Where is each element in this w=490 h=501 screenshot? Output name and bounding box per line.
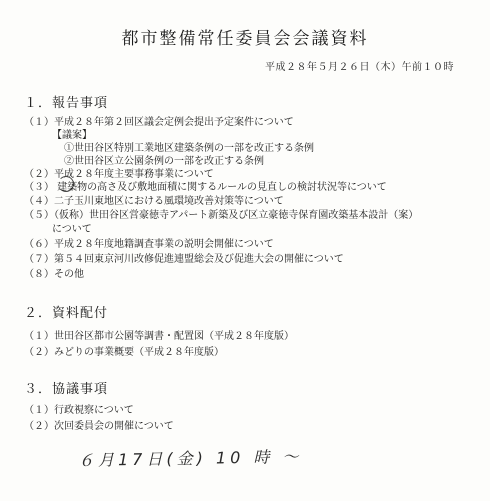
discussion-item-2: （２）次回委員会の開催について <box>24 421 174 432</box>
report-item-2: （２）平成２８年度主要事務事業について <box>24 169 214 180</box>
bill-item-1: ①世田谷区特別工業地区建築条例の一部を改正する条例 <box>64 143 314 154</box>
discussion-item-1: （１）行政視察について <box>24 405 134 416</box>
section-heading-discussion: ３．協議事項 <box>24 382 109 397</box>
report-item-5-continued: について <box>52 224 92 235</box>
meeting-date: 平成２８年５月２６日（木）午前１０時 <box>265 62 454 73</box>
material-item-1: （１）世田谷区都市公園等調書・配置図（平成２８年度版） <box>24 331 294 342</box>
report-item-5: （５）（仮称）世田谷区営豪徳寺アパート新築及び区立豪徳寺保育園改築基本設計（案） <box>24 210 419 221</box>
handwritten-note: ６月17日(金) 10 時 ～ <box>77 447 303 470</box>
report-item-4: （４）二子玉川東地区における風環境改善対策等について <box>24 196 284 207</box>
report-item-6: （６）平成２８年度地籍調査事業の説明会開催について <box>24 239 274 250</box>
material-item-2: （２）みどりの事業概要（平成２８年度版） <box>24 347 224 358</box>
section-heading-materials: ２．資料配付 <box>24 306 109 321</box>
report-item-1: （１）平成２８年第２回区議会定例会提出予定案件について <box>24 117 294 128</box>
report-item-8: （８）その他 <box>24 269 84 280</box>
document-title: 都市整備常任委員会会議資料 <box>121 29 369 49</box>
report-item-7: （７）第５４回東京河川改修促進連盟総会及び促進大会の開催について <box>24 254 344 265</box>
section-heading-report: １．報告事項 <box>24 96 109 111</box>
report-item-3: （３） 建築物の高さ及び敷地面積に関するルールの見直しの検討状況等について <box>24 182 387 193</box>
bill-item-2: ②世田谷区立公園条例の一部を改正する条例 <box>64 156 264 167</box>
bill-label: 【議案】 <box>52 130 92 141</box>
